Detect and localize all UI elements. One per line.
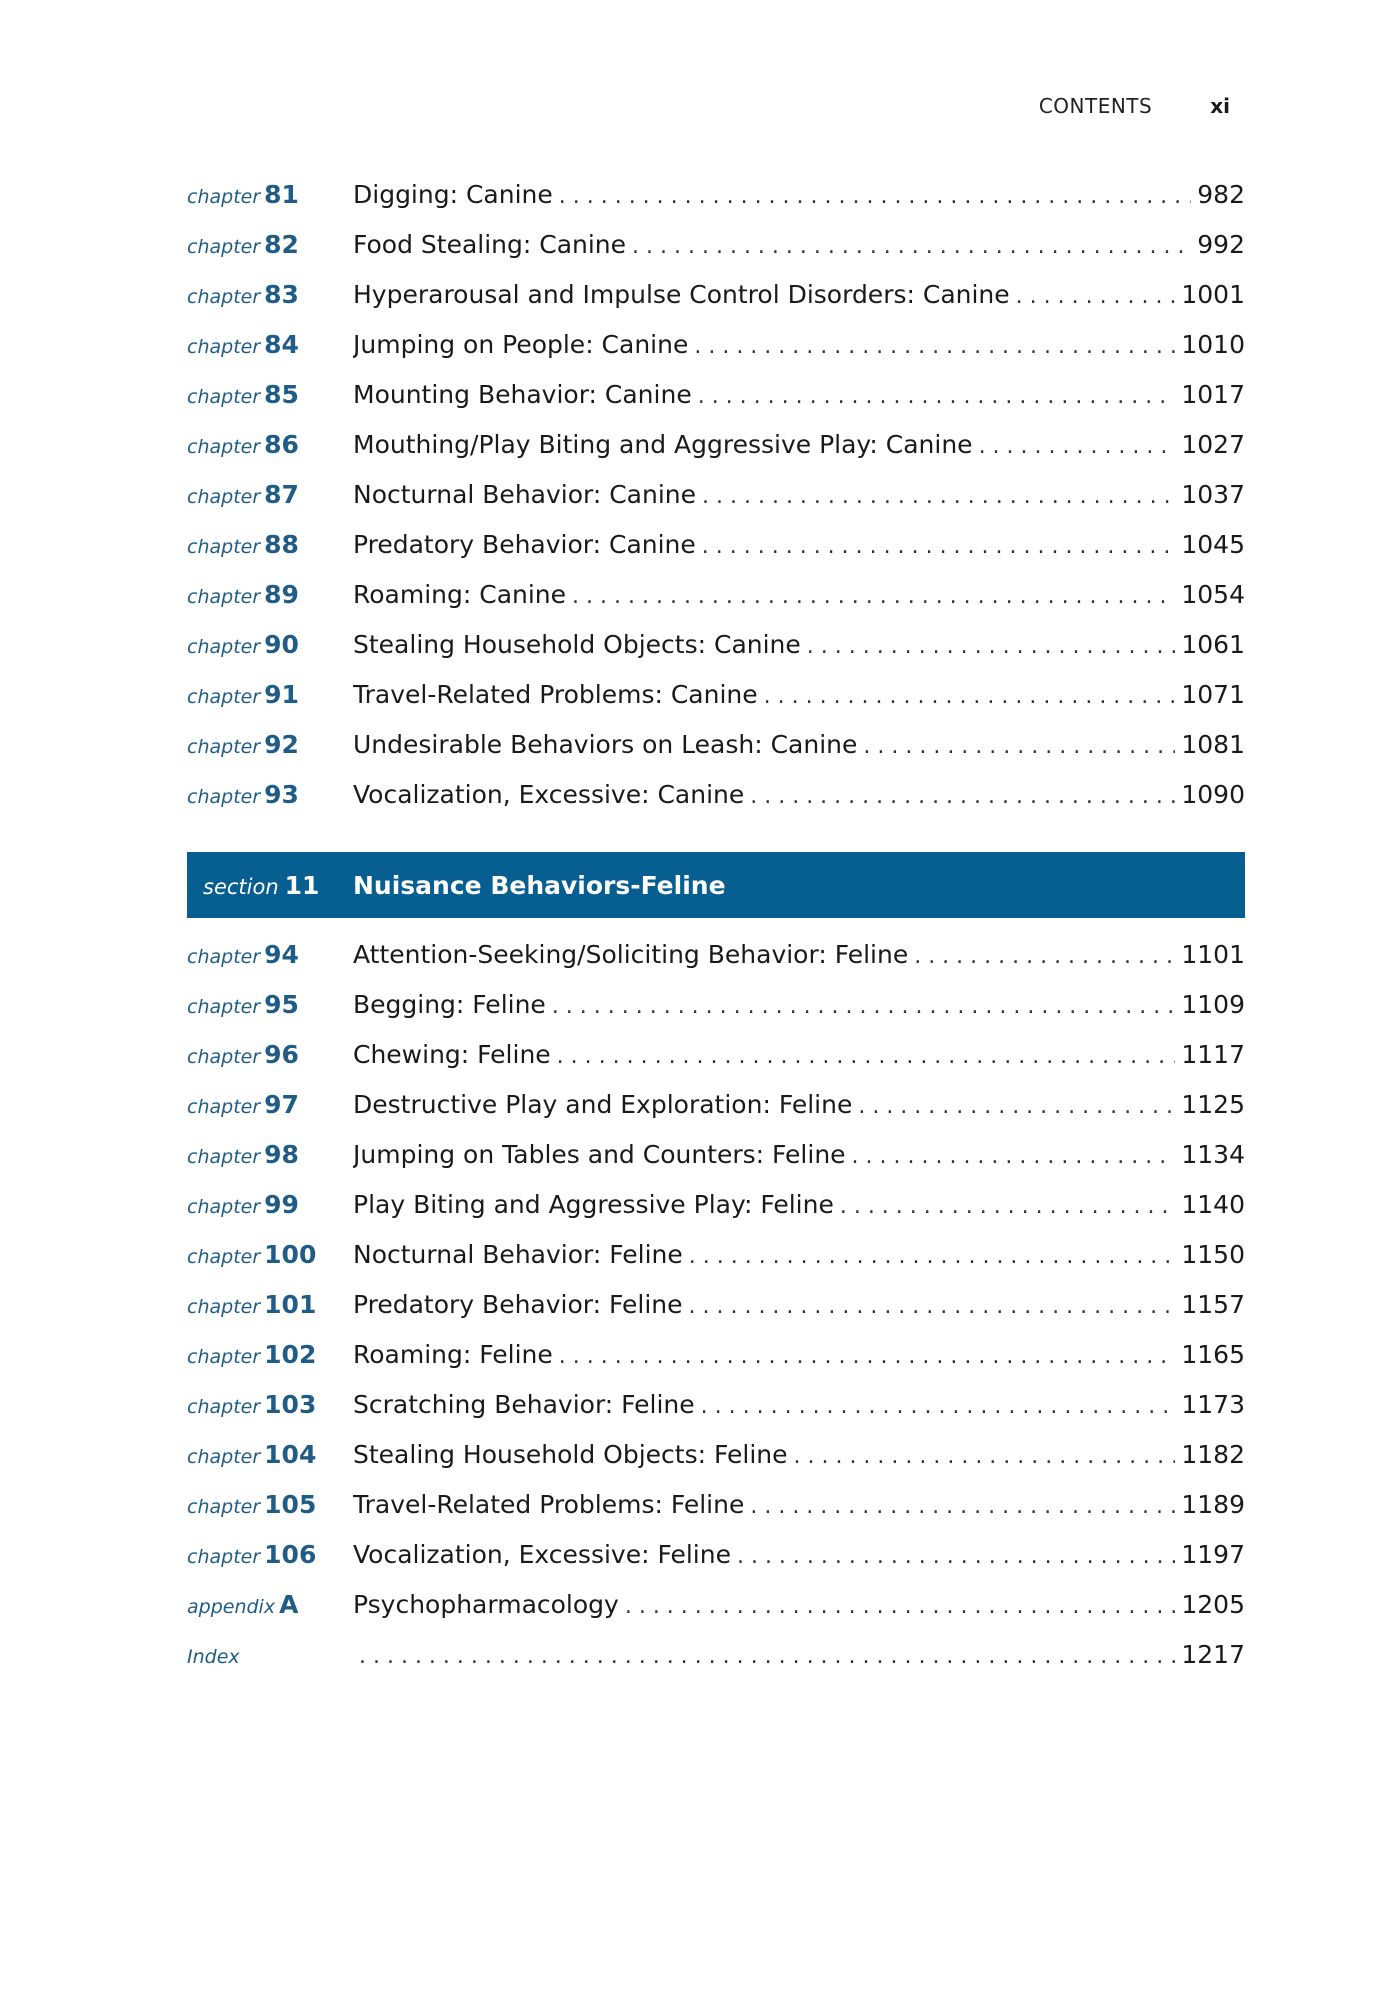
entry-text bbox=[353, 670, 1245, 722]
toc-entry[interactable] bbox=[187, 1380, 1245, 1430]
entry-label bbox=[187, 980, 353, 1033]
entry-kind: chapter bbox=[187, 1346, 261, 1368]
entry-kind: chapter bbox=[187, 1396, 261, 1418]
entry-text bbox=[353, 520, 1245, 572]
entry-kind: chapter bbox=[187, 1246, 261, 1268]
entry-kind: chapter bbox=[187, 636, 261, 658]
dot-leader bbox=[572, 572, 1175, 622]
dot-leader bbox=[694, 322, 1175, 372]
toc-entry[interactable] bbox=[187, 980, 1245, 1030]
section-kind: section bbox=[203, 874, 279, 899]
entry-page: 1071 bbox=[1181, 680, 1245, 709]
entry-label bbox=[187, 670, 353, 723]
entry-kind: chapter bbox=[187, 1196, 261, 1218]
dot-leader bbox=[807, 622, 1176, 672]
entry-label bbox=[187, 930, 353, 983]
toc-entry[interactable] bbox=[187, 1080, 1245, 1130]
entry-text bbox=[353, 1530, 1245, 1582]
entry-text bbox=[353, 1030, 1245, 1082]
entry-number: 95 bbox=[264, 990, 299, 1019]
entry-title: Psychopharmacology bbox=[353, 1590, 619, 1619]
page-number: xi bbox=[1210, 94, 1230, 118]
entry-kind: chapter bbox=[187, 436, 261, 458]
dot-leader bbox=[858, 1082, 1175, 1132]
entry-text bbox=[353, 1480, 1245, 1532]
toc-list-bottom bbox=[187, 930, 1245, 1680]
toc-entry[interactable] bbox=[187, 220, 1245, 270]
entry-page: 1173 bbox=[1181, 1390, 1245, 1419]
dot-leader bbox=[764, 672, 1176, 722]
entry-label bbox=[187, 170, 353, 223]
entry-page: 1037 bbox=[1181, 480, 1245, 509]
entry-number: 105 bbox=[264, 1490, 317, 1519]
entry-label bbox=[187, 1530, 353, 1583]
entry-text bbox=[353, 980, 1245, 1032]
toc-entry[interactable] bbox=[187, 1180, 1245, 1230]
toc-entry[interactable] bbox=[187, 1230, 1245, 1280]
entry-title: Food Stealing: Canine bbox=[353, 230, 627, 259]
toc-entry[interactable] bbox=[187, 720, 1245, 770]
entry-number: 92 bbox=[264, 730, 299, 759]
entry-number: 91 bbox=[264, 680, 299, 709]
entry-label bbox=[187, 1430, 353, 1483]
toc-list-top bbox=[187, 170, 1245, 820]
entry-kind: chapter bbox=[187, 586, 261, 608]
entry-label bbox=[187, 620, 353, 673]
entry-title: Digging: Canine bbox=[353, 180, 553, 209]
entry-kind: chapter bbox=[187, 1546, 261, 1568]
entry-text bbox=[353, 570, 1245, 622]
entry-label bbox=[187, 270, 353, 323]
entry-page: 1027 bbox=[1181, 430, 1245, 459]
entry-number: 83 bbox=[264, 280, 299, 309]
entry-page: 1010 bbox=[1181, 330, 1245, 359]
entry-number: 90 bbox=[264, 630, 299, 659]
entry-label bbox=[187, 1380, 353, 1433]
entry-number: 99 bbox=[264, 1190, 299, 1219]
toc-entry[interactable] bbox=[187, 770, 1245, 820]
entry-kind: chapter bbox=[187, 736, 261, 758]
entry-label bbox=[187, 470, 353, 523]
toc-entry[interactable] bbox=[187, 170, 1245, 220]
entry-text bbox=[353, 1630, 1245, 1682]
entry-text bbox=[353, 720, 1245, 772]
toc-entry[interactable] bbox=[187, 320, 1245, 370]
entry-number: 106 bbox=[264, 1540, 317, 1569]
entry-kind: chapter bbox=[187, 486, 261, 508]
entry-page: 1061 bbox=[1181, 630, 1245, 659]
entry-kind: chapter bbox=[187, 1046, 261, 1068]
entry-title: Vocalization, Excessive: Feline bbox=[353, 1540, 731, 1569]
entry-kind: appendix bbox=[187, 1596, 276, 1618]
entry-number: 86 bbox=[264, 430, 299, 459]
toc-entry[interactable] bbox=[187, 1580, 1245, 1630]
entry-title: Mouthing/Play Biting and Aggressive Play: Canine bbox=[353, 430, 973, 459]
dot-leader bbox=[914, 932, 1175, 982]
dot-leader bbox=[794, 1432, 1176, 1482]
entry-label bbox=[187, 1480, 353, 1533]
entry-label bbox=[187, 1280, 353, 1333]
section-heading-bar bbox=[187, 852, 1245, 918]
entry-title: Travel-Related Problems: Feline bbox=[353, 1490, 745, 1519]
entry-title: Hyperarousal and Impulse Control Disorders: Canine bbox=[353, 280, 1010, 309]
entry-label bbox=[187, 720, 353, 773]
entry-page: 1045 bbox=[1181, 530, 1245, 559]
toc-entry[interactable] bbox=[187, 1280, 1245, 1330]
toc-entry[interactable] bbox=[187, 670, 1245, 720]
toc-entry[interactable] bbox=[187, 520, 1245, 570]
entry-label bbox=[187, 520, 353, 573]
entry-page: 1197 bbox=[1181, 1540, 1245, 1569]
entry-page: 992 bbox=[1197, 230, 1245, 259]
entry-label bbox=[187, 370, 353, 423]
entry-number: 85 bbox=[264, 380, 299, 409]
entry-number: 100 bbox=[264, 1240, 317, 1269]
entry-text bbox=[353, 270, 1245, 322]
entry-number: 101 bbox=[264, 1290, 317, 1319]
dot-leader bbox=[852, 1132, 1176, 1182]
entry-page: 1101 bbox=[1181, 940, 1245, 969]
entry-label bbox=[187, 1030, 353, 1083]
dot-leader bbox=[689, 1282, 1176, 1332]
entry-number: 88 bbox=[264, 530, 299, 559]
entry-title: Nocturnal Behavior: Feline bbox=[353, 1240, 683, 1269]
entry-text bbox=[353, 420, 1245, 472]
entry-page: 1189 bbox=[1181, 1490, 1245, 1519]
dot-leader bbox=[750, 772, 1175, 822]
dot-leader bbox=[863, 722, 1175, 772]
entry-title: Roaming: Feline bbox=[353, 1340, 553, 1369]
entry-kind: chapter bbox=[187, 996, 261, 1018]
dot-leader bbox=[552, 982, 1176, 1032]
entry-title: Chewing: Feline bbox=[353, 1040, 551, 1069]
toc-entry[interactable] bbox=[187, 1430, 1245, 1480]
dot-leader bbox=[750, 1482, 1175, 1532]
entry-number: 98 bbox=[264, 1140, 299, 1169]
entry-number: 94 bbox=[264, 940, 299, 969]
entry-label bbox=[187, 1230, 353, 1283]
entry-number: 89 bbox=[264, 580, 299, 609]
entry-title: Roaming: Canine bbox=[353, 580, 567, 609]
entry-kind: Index bbox=[187, 1646, 240, 1668]
section-label bbox=[187, 871, 353, 900]
entry-kind: chapter bbox=[187, 186, 261, 208]
toc-entry[interactable] bbox=[187, 370, 1245, 420]
dot-leader bbox=[625, 1582, 1176, 1632]
entry-title: Vocalization, Excessive: Canine bbox=[353, 780, 745, 809]
dot-leader bbox=[702, 522, 1176, 572]
entry-page: 1117 bbox=[1181, 1040, 1245, 1069]
entry-title: Nocturnal Behavior: Canine bbox=[353, 480, 697, 509]
entry-text bbox=[353, 370, 1245, 422]
dot-leader bbox=[701, 1382, 1176, 1432]
section-title: Nuisance Behaviors-Feline bbox=[353, 870, 726, 900]
entry-kind: chapter bbox=[187, 946, 261, 968]
entry-number: 81 bbox=[264, 180, 299, 209]
dot-leader bbox=[557, 1032, 1176, 1082]
dot-leader bbox=[840, 1182, 1176, 1232]
entry-label bbox=[187, 770, 353, 823]
entry-label bbox=[187, 1330, 353, 1383]
entry-title: Stealing Household Objects: Feline bbox=[353, 1440, 788, 1469]
entry-text bbox=[353, 1580, 1245, 1632]
entry-number: 84 bbox=[264, 330, 299, 359]
dot-leader bbox=[359, 1632, 1175, 1682]
entry-title: Undesirable Behaviors on Leash: Canine bbox=[353, 730, 858, 759]
toc-entry[interactable] bbox=[187, 930, 1245, 980]
entry-label bbox=[187, 570, 353, 623]
entry-text bbox=[353, 470, 1245, 522]
entry-title: Scratching Behavior: Feline bbox=[353, 1390, 695, 1419]
toc-entry[interactable] bbox=[187, 270, 1245, 320]
entry-text bbox=[353, 320, 1245, 372]
dot-leader bbox=[559, 172, 1192, 222]
entry-kind: chapter bbox=[187, 386, 261, 408]
entry-kind: chapter bbox=[187, 686, 261, 708]
entry-title: Jumping on Tables and Counters: Feline bbox=[353, 1140, 846, 1169]
toc-entry[interactable] bbox=[187, 470, 1245, 520]
entry-label bbox=[187, 1180, 353, 1233]
entry-title: Begging: Feline bbox=[353, 990, 546, 1019]
entry-page: 1165 bbox=[1181, 1340, 1245, 1369]
entry-kind: chapter bbox=[187, 536, 261, 558]
entry-text bbox=[353, 1130, 1245, 1182]
entry-page: 1109 bbox=[1181, 990, 1245, 1019]
entry-label bbox=[187, 1080, 353, 1133]
entry-kind: chapter bbox=[187, 1146, 261, 1168]
section-number: 11 bbox=[284, 870, 320, 900]
toc-entry[interactable] bbox=[187, 1480, 1245, 1530]
entry-text bbox=[353, 220, 1245, 272]
entry-title: Predatory Behavior: Feline bbox=[353, 1290, 683, 1319]
running-header-label: CONTENTS bbox=[1038, 94, 1153, 118]
entry-text bbox=[353, 930, 1245, 982]
dot-leader bbox=[702, 472, 1175, 522]
entry-label bbox=[187, 1630, 353, 1683]
entry-label bbox=[187, 320, 353, 373]
entry-page: 1157 bbox=[1181, 1290, 1245, 1319]
entry-page: 1125 bbox=[1181, 1090, 1245, 1119]
entry-page: 982 bbox=[1197, 180, 1245, 209]
entry-number: 97 bbox=[264, 1090, 299, 1119]
entry-kind: chapter bbox=[187, 1446, 261, 1468]
entry-page: 1140 bbox=[1181, 1190, 1245, 1219]
entry-title: Mounting Behavior: Canine bbox=[353, 380, 692, 409]
entry-title: Attention-Seeking/Soliciting Behavior: Feline bbox=[353, 940, 909, 969]
toc-entry[interactable] bbox=[187, 620, 1245, 670]
entry-text bbox=[353, 620, 1245, 672]
entry-text bbox=[353, 170, 1245, 222]
entry-page: 1001 bbox=[1181, 280, 1245, 309]
entry-text bbox=[353, 1230, 1245, 1282]
entry-kind: chapter bbox=[187, 1296, 261, 1318]
toc-entry[interactable] bbox=[187, 1330, 1245, 1380]
entry-page: 1134 bbox=[1181, 1140, 1245, 1169]
entry-text bbox=[353, 1430, 1245, 1482]
entry-kind: chapter bbox=[187, 336, 261, 358]
entry-number: 103 bbox=[264, 1390, 317, 1419]
entry-number: 102 bbox=[264, 1340, 317, 1369]
entry-kind: chapter bbox=[187, 1096, 261, 1118]
entry-number: 104 bbox=[264, 1440, 317, 1469]
entry-text bbox=[353, 770, 1245, 822]
entry-kind: chapter bbox=[187, 236, 261, 258]
dot-leader bbox=[632, 222, 1191, 272]
toc-entry[interactable] bbox=[187, 1630, 1245, 1680]
dot-leader bbox=[737, 1532, 1175, 1582]
dot-leader bbox=[559, 1332, 1176, 1382]
entry-kind: chapter bbox=[187, 786, 261, 808]
entry-kind: chapter bbox=[187, 286, 261, 308]
entry-kind: chapter bbox=[187, 1496, 261, 1518]
entry-text bbox=[353, 1280, 1245, 1332]
entry-page: 1150 bbox=[1181, 1240, 1245, 1269]
entry-page: 1217 bbox=[1181, 1640, 1245, 1669]
dot-leader bbox=[1016, 272, 1176, 322]
entry-title: Play Biting and Aggressive Play: Feline bbox=[353, 1190, 834, 1219]
entry-number: 87 bbox=[264, 480, 299, 509]
entry-title: Jumping on People: Canine bbox=[353, 330, 689, 359]
entry-number: 82 bbox=[264, 230, 299, 259]
entry-label bbox=[187, 1580, 353, 1633]
entry-text bbox=[353, 1180, 1245, 1232]
entry-title: Stealing Household Objects: Canine bbox=[353, 630, 801, 659]
entry-page: 1054 bbox=[1181, 580, 1245, 609]
entry-text bbox=[353, 1330, 1245, 1382]
entry-page: 1090 bbox=[1181, 780, 1245, 809]
toc-entry[interactable] bbox=[187, 1030, 1245, 1080]
entry-label bbox=[187, 1130, 353, 1183]
entry-page: 1205 bbox=[1181, 1590, 1245, 1619]
toc-entry[interactable] bbox=[187, 570, 1245, 620]
entry-text bbox=[353, 1380, 1245, 1432]
entry-title: Travel-Related Problems: Canine bbox=[353, 680, 758, 709]
entry-page: 1081 bbox=[1181, 730, 1245, 759]
dot-leader bbox=[979, 422, 1176, 472]
entry-page: 1182 bbox=[1181, 1440, 1245, 1469]
entry-number: 96 bbox=[264, 1040, 299, 1069]
entry-number: A bbox=[279, 1590, 299, 1619]
dot-leader bbox=[698, 372, 1176, 422]
toc-entry[interactable] bbox=[187, 1130, 1245, 1180]
entry-title: Destructive Play and Exploration: Feline bbox=[353, 1090, 853, 1119]
entry-number: 93 bbox=[264, 780, 299, 809]
entry-text bbox=[353, 1080, 1245, 1132]
toc-entry[interactable] bbox=[187, 420, 1245, 470]
entry-label bbox=[187, 220, 353, 273]
running-header bbox=[1039, 94, 1230, 118]
entry-title: Predatory Behavior: Canine bbox=[353, 530, 696, 559]
toc-entry[interactable] bbox=[187, 1530, 1245, 1580]
entry-page: 1017 bbox=[1181, 380, 1245, 409]
dot-leader bbox=[689, 1232, 1176, 1282]
entry-label bbox=[187, 420, 353, 473]
